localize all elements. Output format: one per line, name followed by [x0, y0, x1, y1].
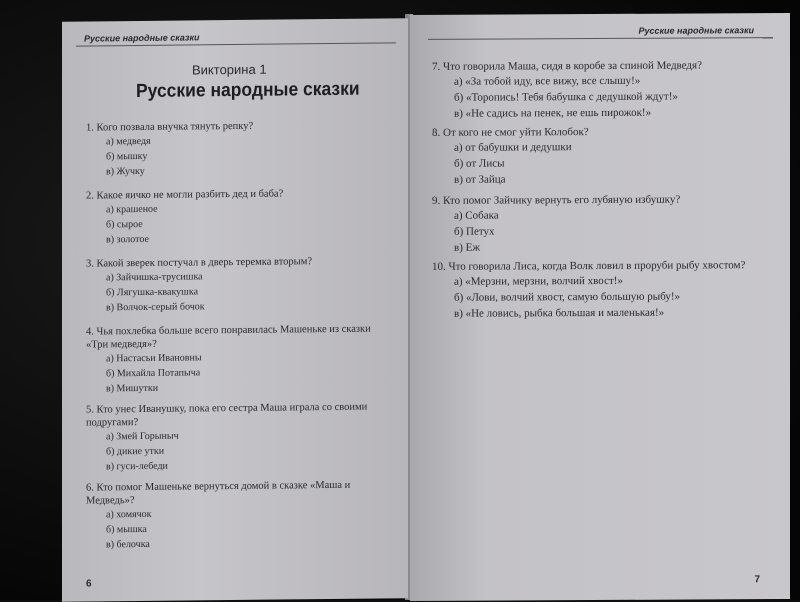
answer-option: б) от Лисы [454, 157, 505, 170]
answer-option: б) мышку [106, 150, 148, 163]
question-2 [86, 186, 391, 247]
question-3 [86, 254, 391, 315]
answer-option: б) Лягушка-квакушка [106, 286, 199, 299]
answer-option: а) Змей Горыныч [106, 430, 179, 443]
quiz-label: Викторина 1 [192, 61, 267, 78]
answer-option: а) хомячок [106, 508, 152, 521]
question-text: 7. Что говорила Маша, сидя в коробе за спиной Медведя? [432, 59, 702, 73]
question-text: 5. Кто унес Иванушку, пока его сестра Маша играла со своими подругами? [86, 401, 368, 429]
question-7 [432, 59, 767, 122]
answer-option: а) Зайчишка-трусишка [106, 271, 203, 284]
right-page [410, 13, 790, 601]
question-1 [86, 118, 391, 179]
question-10 [432, 259, 777, 322]
answer-option: а) «Мерзни, мерзни, волчий хвост!» [454, 274, 623, 288]
question-9 [432, 193, 767, 256]
question-text: 6. Кто помог Машеньке вернуться домой в сказке «Маша и Медведь»? [86, 479, 351, 507]
question-text: 3. Какой зверек постучал в дверь теремка вторым? [86, 256, 313, 270]
page-number: 6 [86, 578, 92, 590]
answer-option: а) от бабушки и дедушки [454, 141, 572, 154]
answer-option: б) дикие утки [106, 445, 165, 458]
answer-option: б) «Торопись! Тебя бабушка с дедушкой ждут!» [454, 90, 678, 104]
answer-option: в) «Не ловись, рыбка большая и маленькая!» [454, 306, 665, 320]
right-header-rule [428, 37, 773, 40]
question-text: 1. Кого позвала внучка тянуть репку? [86, 120, 254, 134]
answer-option: б) сырое [106, 218, 143, 231]
question-text: 4. Чья похлебка больше всего понравилась Машеньке из сказки «Три медведя»? [86, 323, 371, 351]
answer-option: а) крашеное [106, 203, 158, 216]
question-text: 8. От кого не смог уйти Колобок? [432, 126, 589, 139]
question-6 [86, 478, 391, 552]
answer-option: в) Еж [454, 241, 480, 254]
question-text: 2. Какое яичко не могли разбить дед и баба? [86, 188, 284, 202]
question-4 [86, 322, 391, 396]
answer-option: б) Михайла Потапыча [106, 367, 201, 380]
answer-option: б) мышка [106, 523, 147, 536]
page-number: 7 [754, 574, 760, 586]
question-text: 10. Что говорила Лиса, когда Волк ловил в проруби рыбу хвостом? [432, 259, 746, 273]
question-text: 9. Кто помог Зайчику вернуть его лубяную избушку? [432, 193, 681, 207]
answer-option: а) Настасьи Ивановны [106, 352, 202, 365]
question-8 [432, 125, 767, 188]
question-5 [86, 400, 391, 474]
answer-option: в) золотое [106, 233, 149, 246]
answer-option: б) «Лови, волчий хвост, самую большую рыбу!» [454, 290, 681, 304]
right-running-header: Русские народные сказки [638, 25, 754, 36]
left-running-header: Русские народные сказки [84, 32, 200, 44]
answer-option: в) от Зайца [454, 173, 506, 186]
answer-option: в) Волчок-серый бочок [106, 301, 205, 314]
answer-option: а) «За тобой иду, все вижу, все слышу!» [454, 74, 641, 88]
page-title: Русские народные сказки [136, 78, 360, 103]
answer-option: б) Петух [454, 225, 495, 238]
left-page [62, 18, 408, 602]
answer-option: в) белочка [106, 538, 150, 551]
answer-option: в) гуси-лебеди [106, 460, 168, 473]
answer-option: в) Мишутки [106, 382, 159, 395]
answer-option: в) «Не садись на пенек, не ешь пирожок!» [454, 106, 652, 120]
answer-option: в) Жучку [106, 165, 145, 178]
answer-option: а) Собака [454, 209, 499, 222]
answer-option: а) медведя [106, 135, 151, 148]
